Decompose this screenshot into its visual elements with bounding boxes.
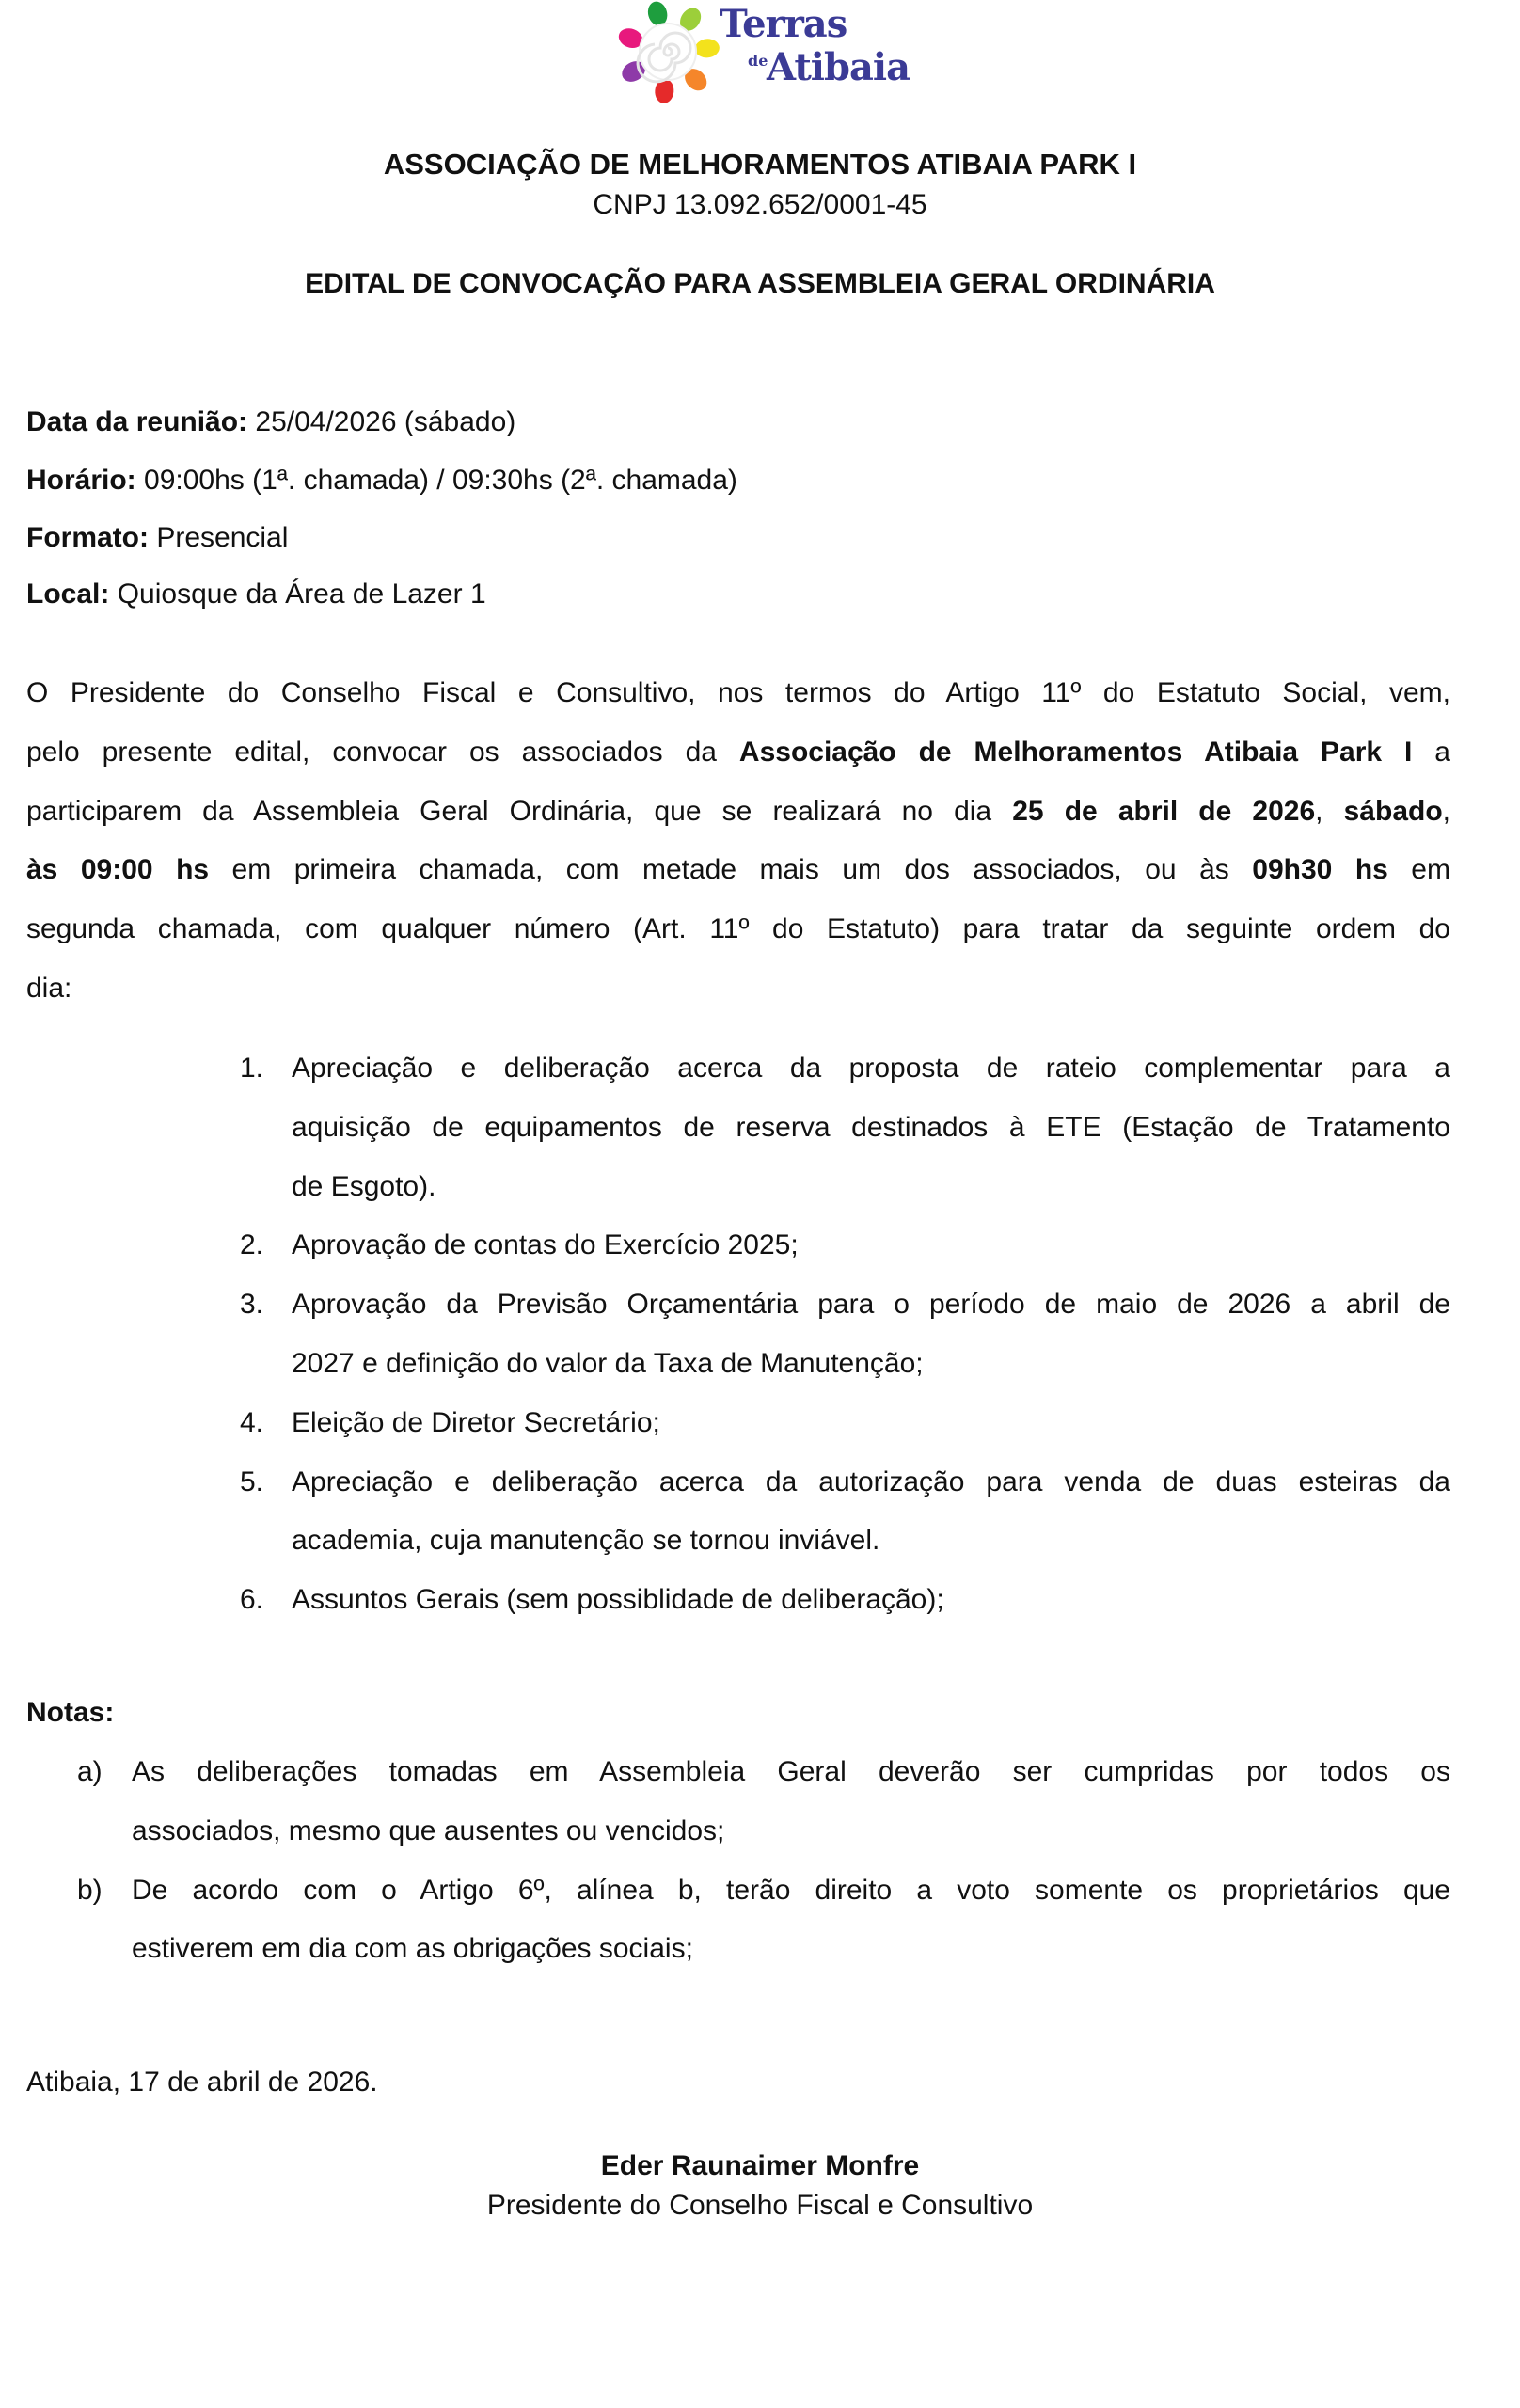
paragraph-text: , bbox=[1442, 796, 1450, 827]
agenda-item-number: 3. bbox=[240, 1289, 264, 1320]
agenda-item-text: Apreciação e deliberação acerca da proposta de rateio complementar para a bbox=[292, 1053, 1450, 1084]
cnpj: CNPJ 13.092.652/0001-45 bbox=[593, 189, 927, 220]
agenda-item-text: 2027 e definição do valor da Taxa de Manutenção; bbox=[292, 1348, 924, 1379]
paragraph-line bbox=[26, 970, 1450, 1007]
logo-terras-text: Terras bbox=[720, 2, 847, 46]
paragraph-text: em bbox=[1387, 854, 1450, 885]
paragraph-line bbox=[26, 734, 1450, 771]
note-item-text: As deliberações tomadas em Assembleia Geral deverão ser cumpridas por todos os bbox=[132, 1756, 1450, 1787]
document-title: EDITAL DE CONVOCAÇÃO PARA ASSEMBLEIA GERAL ORDINÁRIA bbox=[305, 268, 1215, 299]
meeting-info-value: Presencial bbox=[149, 522, 289, 553]
note-item-text: estiverem em dia com as obrigações sociais; bbox=[132, 1933, 693, 1964]
meeting-info-value: 25/04/2026 (sábado) bbox=[247, 406, 516, 437]
meeting-info-row bbox=[26, 519, 288, 557]
bold-text: Associação de Melhoramentos Atibaia Park I bbox=[738, 737, 1413, 768]
agenda-item-text: aquisição de equipamentos de reserva destinados à ETE (Estação de Tratamento bbox=[292, 1112, 1450, 1143]
paragraph-line bbox=[26, 793, 1450, 831]
note-item-letter: a) bbox=[77, 1756, 103, 1787]
paragraph-text: a bbox=[1412, 737, 1450, 768]
agenda-item-number: 6. bbox=[240, 1584, 264, 1615]
meeting-info-value: Quiosque da Área de Lazer 1 bbox=[109, 578, 486, 610]
paragraph-text: O Presidente do Conselho Fiscal e Consultivo, nos termos do Artigo 11º do Estatuto Social, vem, bbox=[26, 677, 1450, 708]
note-item-letter: b) bbox=[77, 1875, 103, 1906]
paragraph-text: em primeira chamada, com metade mais um dos associados, ou às bbox=[209, 854, 1253, 885]
agenda-item-text: de Esgoto). bbox=[292, 1171, 436, 1202]
signatory-name: Eder Raunaimer Monfre bbox=[600, 2150, 920, 2181]
agenda-item-text: Eleição de Diretor Secretário; bbox=[292, 1407, 660, 1438]
agenda-item-text: Aprovação de contas do Exercício 2025; bbox=[292, 1229, 799, 1260]
logo-de-text: de bbox=[748, 52, 768, 70]
paragraph-text: participarem da Assembleia Geral Ordinária, que se realizará no dia bbox=[26, 796, 1013, 827]
paragraph-line bbox=[26, 911, 1450, 948]
agenda-item-text: academia, cuja manutenção se tornou inviável. bbox=[292, 1525, 880, 1556]
agenda-item-number: 4. bbox=[240, 1407, 264, 1438]
meeting-info-label: Horário: bbox=[26, 465, 136, 496]
signatory-role: Presidente do Conselho Fiscal e Consultivo bbox=[486, 2190, 1034, 2221]
place-and-date: Atibaia, 17 de abril de 2026. bbox=[26, 2067, 378, 2098]
paragraph-text: , bbox=[1315, 796, 1344, 827]
meeting-info-label: Local: bbox=[26, 578, 110, 610]
note-item-text: associados, mesmo que ausentes ou vencidos; bbox=[132, 1815, 725, 1846]
bold-text: às 09:00 hs bbox=[26, 854, 210, 885]
sun-spiral-icon bbox=[616, 0, 720, 105]
meeting-info-label: Formato: bbox=[26, 522, 149, 553]
meeting-info-row bbox=[26, 576, 486, 613]
notes-heading: Notas: bbox=[26, 1697, 115, 1728]
organization-name: ASSOCIAÇÃO DE MELHORAMENTOS ATIBAIA PARK I bbox=[383, 148, 1137, 181]
note-item-text: De acordo com o Artigo 6º, alínea b, terão direito a voto somente os proprietários que bbox=[132, 1875, 1450, 1906]
logo-petal bbox=[694, 38, 720, 58]
agenda-item-number: 5. bbox=[240, 1466, 264, 1497]
agenda-item-text: Apreciação e deliberação acerca da autorização para venda de duas esteiras da bbox=[292, 1466, 1450, 1497]
agenda-item-text: Aprovação da Previsão Orçamentária para o período de maio de 2026 a abril de bbox=[292, 1289, 1450, 1320]
paragraph-text: pelo presente edital, convocar os associados da bbox=[26, 737, 739, 768]
meeting-info-value: 09:00hs (1ª. chamada) / 09:30hs (2ª. chamada) bbox=[135, 465, 737, 496]
agenda-item-number: 1. bbox=[240, 1053, 264, 1084]
meeting-info-label: Data da reunião: bbox=[26, 406, 248, 437]
agenda-item-text: Assuntos Gerais (sem possiblidade de deliberação); bbox=[292, 1584, 944, 1615]
meeting-info-row bbox=[26, 462, 737, 499]
agenda-item-number: 2. bbox=[240, 1229, 264, 1260]
bold-text: 25 de abril de 2026 bbox=[1012, 796, 1316, 827]
bold-text: 09h30 hs bbox=[1252, 854, 1388, 885]
paragraph-line bbox=[26, 851, 1450, 889]
bold-text: sábado bbox=[1343, 796, 1443, 827]
paragraph-line bbox=[26, 674, 1450, 712]
logo-atibaia-text: Atibaia bbox=[767, 45, 910, 89]
paragraph-text: dia: bbox=[26, 973, 72, 1004]
terras-de-atibaia-logo bbox=[616, 0, 910, 105]
meeting-info-row bbox=[26, 404, 515, 441]
paragraph-text: segunda chamada, com qualquer número (Art. 11º do Estatuto) para tratar da seguinte ordem do bbox=[26, 913, 1450, 944]
